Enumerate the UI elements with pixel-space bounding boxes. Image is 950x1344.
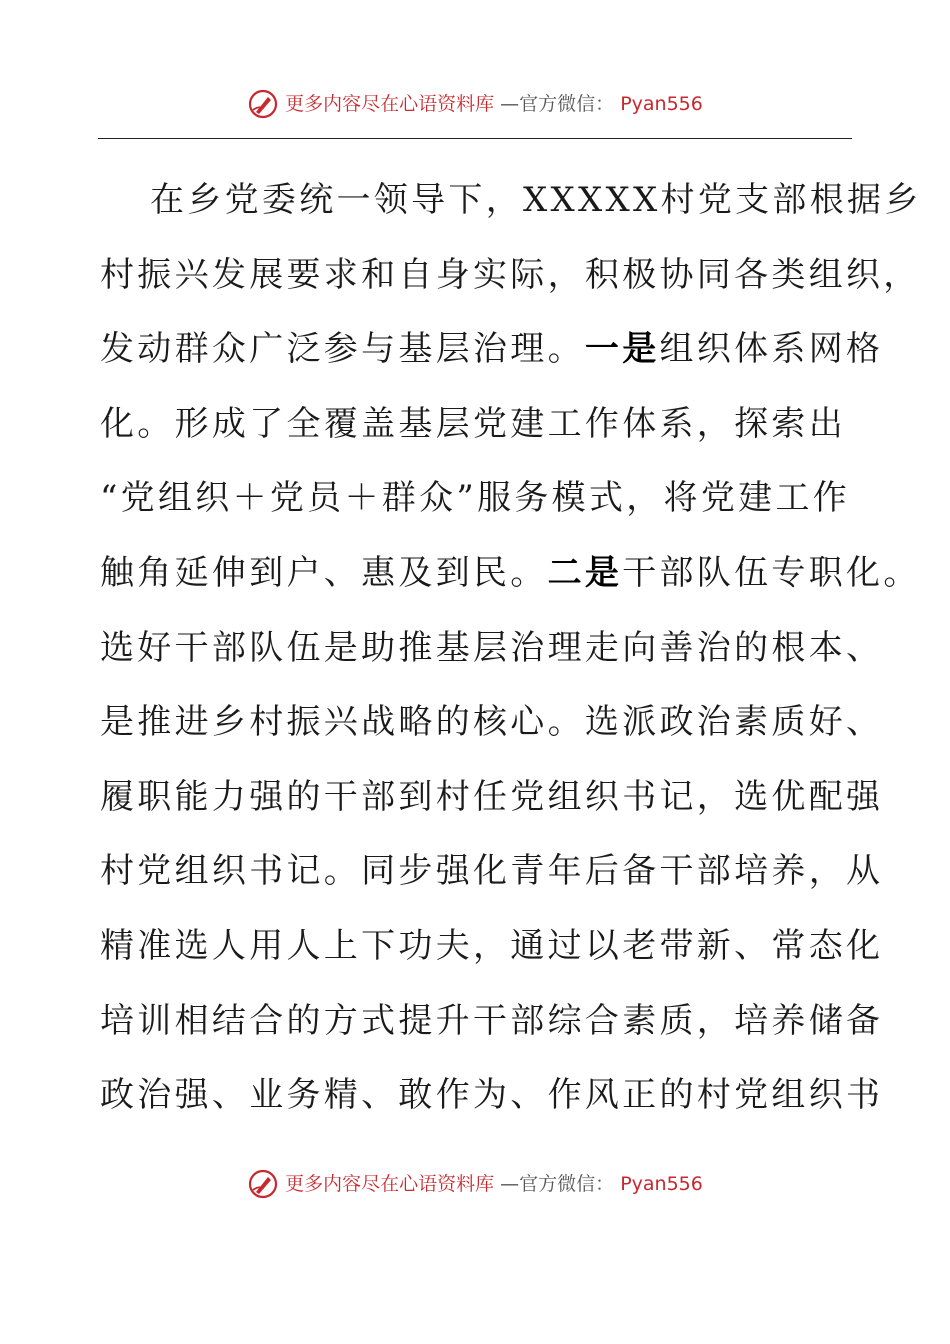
watermark-wechat-id: Pyan556 (620, 93, 703, 115)
pen-nib-logo-icon (247, 88, 279, 120)
body-line: 在乡党委统一领导下，XXXXX村党支部根据乡 (150, 180, 922, 220)
article-body (100, 163, 922, 1133)
body-line: 履职能力强的干部到村任党组织书记，选优配强 (100, 776, 884, 817)
emphasis-second: 二是 (547, 552, 623, 593)
body-line: 村党组织书记。同步强化青年后备干部培养，从 (100, 851, 884, 892)
watermark-wechat-label: —官方微信： (500, 1173, 615, 1195)
header-watermark (0, 88, 950, 120)
footer-watermark (0, 1168, 950, 1200)
body-line: 培训相结合的方式提升干部综合素质，培养储备 (100, 1000, 884, 1041)
pen-nib-logo-icon (247, 1168, 279, 1200)
body-line: 选好干部队伍是助推基层治理走向善治的根本、 (100, 627, 884, 668)
header-divider (98, 138, 852, 139)
watermark-wechat-label: —官方微信： (500, 93, 615, 115)
body-line: “党组织＋党员＋群众”服务模式，将党建工作 (100, 478, 851, 519)
watermark-library-text: 更多内容尽在心语资料库 (285, 1173, 495, 1195)
body-line: 是推进乡村振兴战略的核心。选派政治素质好、 (100, 702, 884, 743)
body-line: 村振兴发展要求和自身实际，积极协同各类组织， (100, 254, 921, 295)
watermark-library-text: 更多内容尽在心语资料库 (285, 93, 495, 115)
emphasis-first: 一是 (584, 329, 660, 370)
body-line: 政治强、业务精、敢作为、作风正的村党组织书 (100, 1075, 884, 1116)
body-line: 化。形成了全覆盖基层党建工作体系，探索出 (100, 403, 846, 444)
body-line: 精准选人用人上下功夫，通过以老带新、常态化 (100, 925, 884, 966)
body-line: 触角延伸到户、惠及到民。二是干部队伍专职化。 (100, 552, 921, 593)
watermark-wechat-id: Pyan556 (620, 1173, 703, 1195)
body-line: 发动群众广泛参与基层治理。一是组织体系网格 (100, 329, 884, 370)
